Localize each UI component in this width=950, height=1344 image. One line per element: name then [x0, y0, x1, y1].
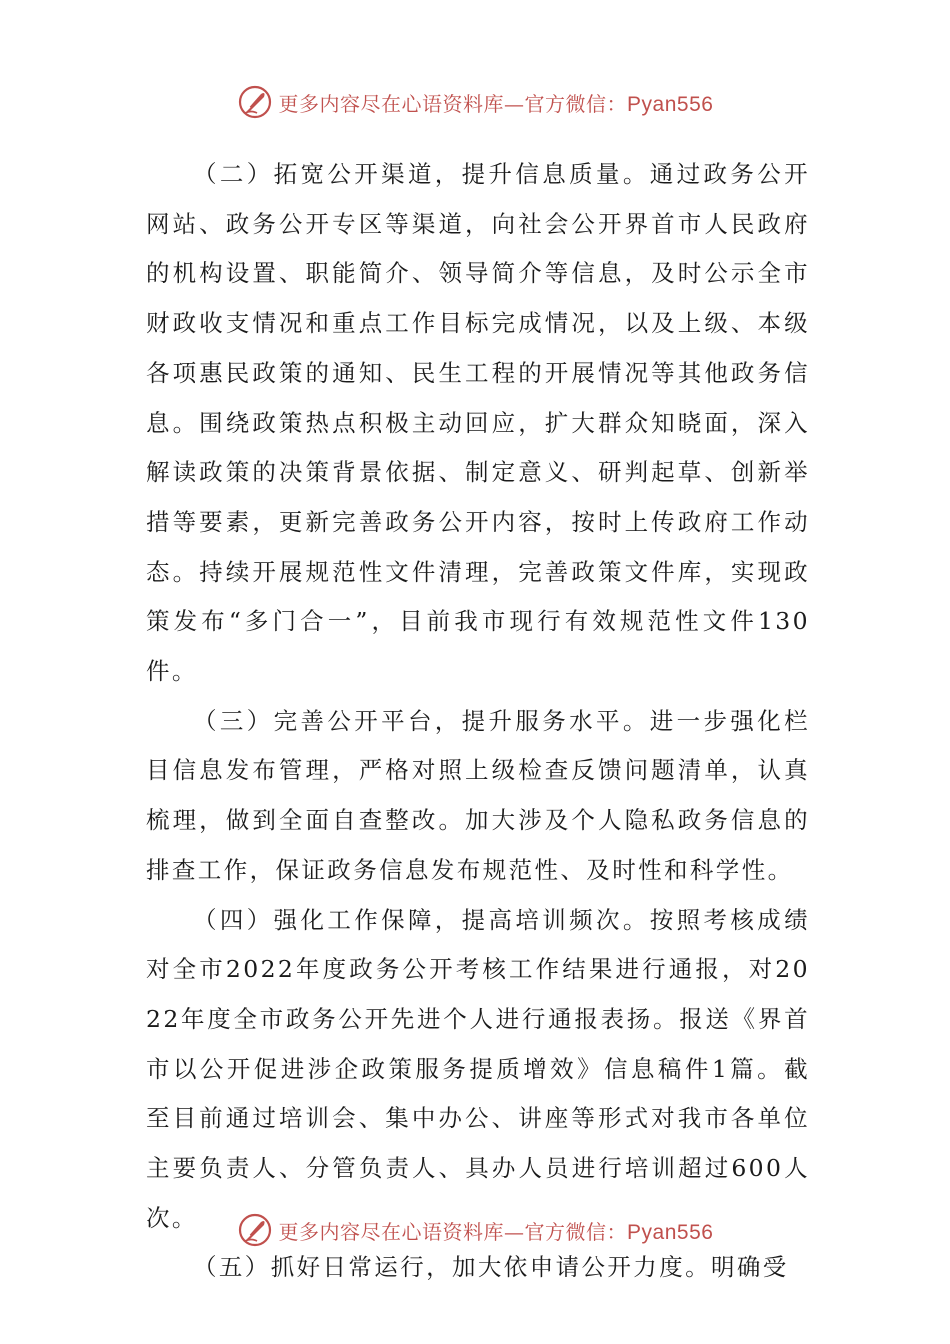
watermark-text	[279, 1216, 714, 1245]
document-body	[146, 150, 810, 1293]
quill-pen-icon	[237, 1212, 273, 1248]
watermark-wechat-id: Pyan556	[627, 1220, 714, 1244]
watermark-wechat-id: Pyan556	[627, 92, 714, 116]
watermark-text-cn: 更多内容尽在心语资料库—官方微信：	[278, 1219, 628, 1244]
paragraph-3: （三）完善公开平台，提升服务水平。进一步强化栏目信息发布管理，严格对照上级检查反馈问题清单，认真梳理，做到全面自查整改。加大涉及个人隐私政务信息的排查工作，保证政务信息发布规范性、及时性和科学性。	[146, 706, 810, 884]
paragraph-4: （四）强化工作保障，提高培训频次。按照考核成绩对全市2022年度政务公开考核工作结果进行通报，对2022年度全市政务公开先进个人进行通报表扬。报送《界首市以公开促进涉企政策服务提质增效》信息稿件1篇。截至目前通过培训会、集中办公、讲座等形式对我市各单位主要负责人、分管负责人、具办人员进行培训超过600人次。	[146, 905, 810, 1232]
watermark-text	[279, 88, 714, 117]
paragraph-2: （二）拓宽公开渠道，提升信息质量。通过政务公开网站、政务公开专区等渠道，向社会公开界首市人民政府的机构设置、职能简介、领导简介等信息，及时公示全市财政收支情况和重点工作目标完成情况，以及上级、本级各项惠民政策的通知、民生工程的开展情况等其他政务信息。围绕政策热点积极主动回应，扩大群众知晓面，深入解读政策的决策背景依据、制定意义、研判起草、创新举措等要素，更新完善政务公开内容，按时上传政府工作动态。持续开展规范性文件清理，完善政策文件库，实现政策发布“多门合一”，目前我市现行有效规范性文件130件。	[146, 160, 810, 686]
paragraph-5: （五）抓好日常运行，加大依申请公开力度。明确受	[193, 1253, 789, 1282]
footer-watermark-banner	[0, 1210, 950, 1250]
watermark-text-cn: 更多内容尽在心语资料库—官方微信：	[278, 91, 628, 116]
quill-pen-icon	[237, 84, 273, 120]
header-watermark-banner	[0, 82, 950, 122]
